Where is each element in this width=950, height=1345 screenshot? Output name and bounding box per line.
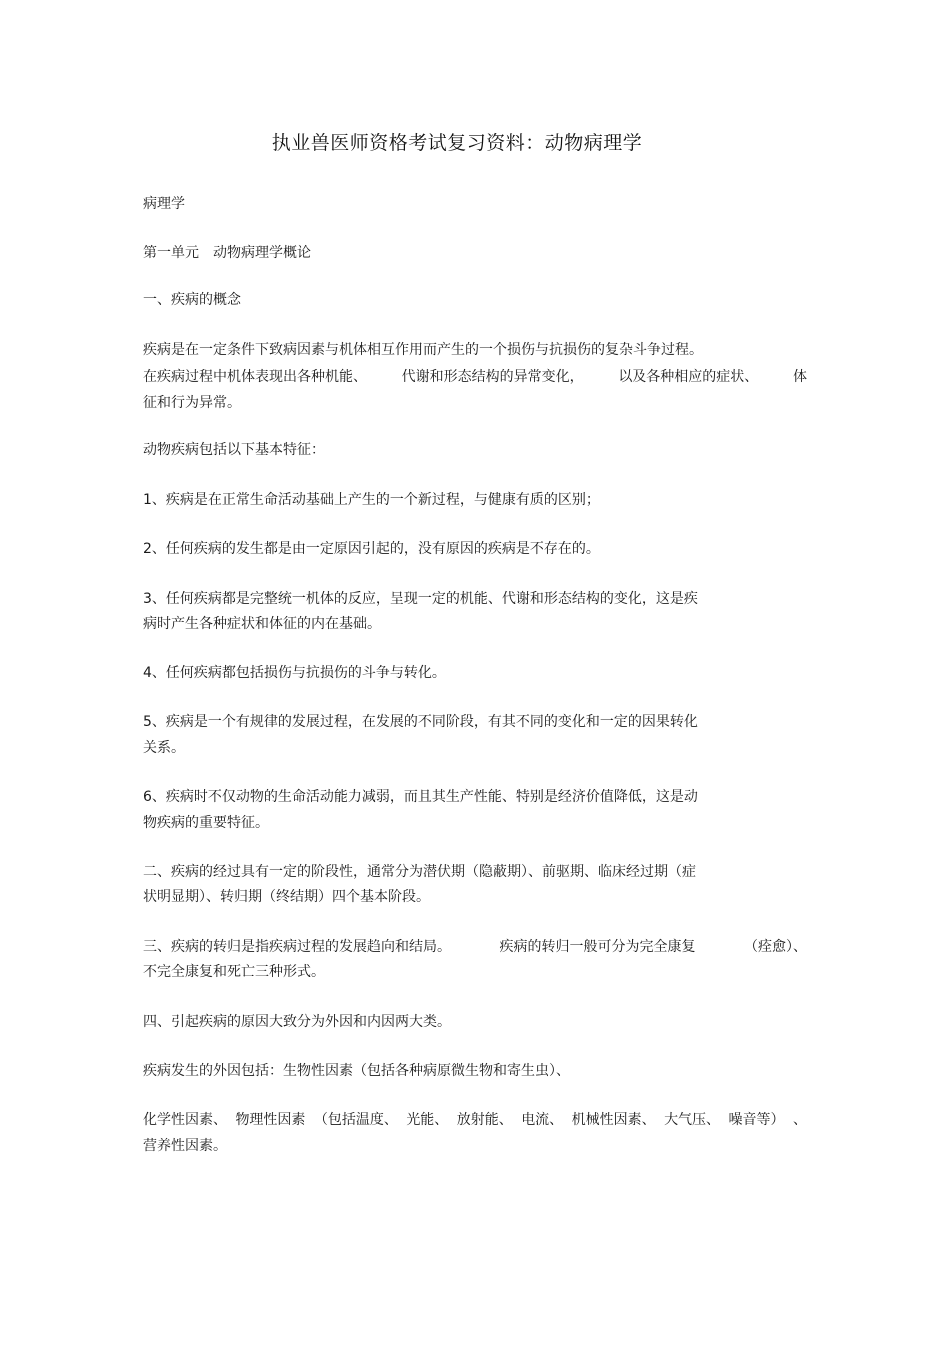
text-segment: 三、疾病的转归是指疾病过程的发展趋向和结局。 [143, 939, 451, 955]
paragraph-line: 状明显期）、转归期（终结期）四个基本阶段。 [143, 889, 430, 905]
text-segment: 在疾病过程中机体表现出各种机能、 [143, 369, 367, 385]
subheading-disease-concept: 一、疾病的概念 [143, 292, 241, 308]
paragraph-line: 不完全康复和死亡三种形式。 [143, 964, 325, 980]
text-segment: 疾病的转归一般可分为完全康复 [499, 939, 696, 955]
text-segment: 噪音等） [728, 1112, 785, 1128]
list-item: 5、疾病是一个有规律的发展过程，在发展的不同阶段，有其不同的变化和一定的因果转化 [143, 714, 698, 730]
text-segment: 以及各种相应的症状、 [618, 369, 759, 385]
text-segment: （包括温度、 [313, 1112, 398, 1128]
section-label: 病理学 [143, 196, 185, 212]
paragraph-line: 四、引起疾病的原因大致分为外因和内因两大类。 [143, 1014, 451, 1030]
text-segment: 大气压、 [664, 1112, 721, 1128]
text-segment: 物理性因素 [235, 1112, 306, 1128]
list-item: 3、任何疾病都是完整统一机体的反应，呈现一定的机能、代谢和形态结构的变化，这是疾 [143, 591, 698, 607]
list-item: 6、疾病时不仅动物的生命活动能力减弱，而且其生产性能、特别是经济价值降低，这是动 [143, 789, 698, 805]
text-segment: 放射能、 [456, 1112, 513, 1128]
text-segment: 光能、 [406, 1112, 449, 1128]
list-item: 1、疾病是在正常生命活动基础上产生的一个新过程，与健康有质的区别； [143, 492, 600, 508]
text-segment: 电流、 [521, 1112, 564, 1128]
document-title: 执业兽医师资格考试复习资料：动物病理学 [271, 132, 643, 154]
text-segment: 机械性因素、 [571, 1112, 656, 1128]
paragraph-line: 疾病是在一定条件下致病因素与机体相互作用而产生的一个损伤与抗损伤的复杂斗争过程。 [143, 342, 703, 358]
paragraph-line: 动物疾病包括以下基本特征： [143, 442, 325, 458]
list-item-continuation: 关系。 [143, 740, 185, 756]
list-item-continuation: 物疾病的重要特征。 [143, 815, 269, 831]
unit-heading: 第一单元 动物病理学概论 [143, 245, 311, 261]
text-segment: 代谢和形态结构的异常变化， [401, 369, 584, 385]
text-segment: 化学性因素、 [143, 1112, 227, 1128]
paragraph-line: 营养性因素。 [143, 1138, 227, 1154]
paragraph-line: 二、疾病的经过具有一定的阶段性，通常分为潜伏期（隐蔽期）、前驱期、临床经过期（症 [143, 864, 696, 880]
paragraph-line: 疾病发生的外因包括：生物性因素（包括各种病原微生物和寄生虫）、 [143, 1063, 570, 1079]
text-segment: 体 [792, 369, 807, 385]
paragraph-line-justified [143, 934, 807, 960]
list-item-continuation: 病时产生各种症状和体征的内在基础。 [143, 616, 381, 632]
list-item: 4、任何疾病都包括损伤与抗损伤的斗争与转化。 [143, 665, 446, 681]
text-segment: 、 [792, 1112, 807, 1128]
text-segment: （痊愈）、 [744, 939, 807, 955]
paragraph-line-justified [143, 1107, 807, 1133]
paragraph-line: 征和行为异常。 [143, 395, 241, 411]
list-item: 2、任何疾病的发生都是由一定原因引起的，没有原因的疾病是不存在的。 [143, 541, 600, 557]
paragraph-line-justified [143, 364, 807, 390]
